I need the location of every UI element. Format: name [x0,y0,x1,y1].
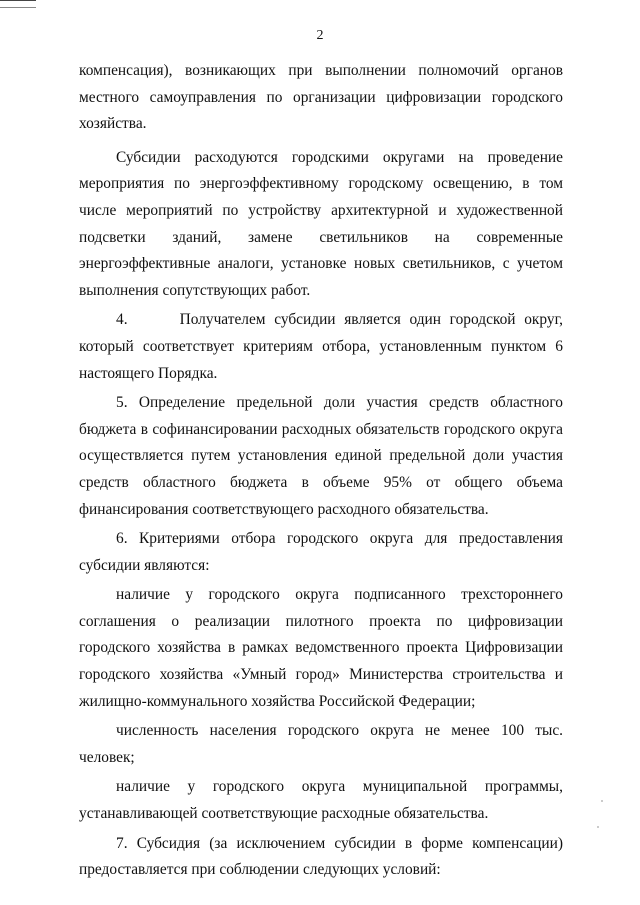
paragraph-continuation: компенсация), возникающих при выполнении полномочий органов местного самоуправления по организации цифровизации городского хозяйства. [79,62,563,133]
paragraph-item-6: 6. Критериями отбора городского округа для предоставления субсидии являются: [79,530,563,574]
page-number: 2 [316,28,324,43]
document-body [79,58,563,884]
paragraph-item-4: 4. Получателем субсидии является один городской округ, который соответствует критериям отбора, установленным пунктом 6 настоящего Порядка. [79,311,563,382]
scan-speck [601,800,603,802]
paragraph-criterion-program: наличие у городского округа муниципальной программы, устанавливающей соответствующие расходные обязательства. [79,778,563,823]
paragraph-item-5: 5. Определение предельной доли участия средств областного бюджета в софинансировании расходных обязательств городского округа осуществляется путем установления единой предельной доли участия средств областного бюджета в объеме 95% от общего объема финансирования соответствующего расходного обязательства. [79,394,563,518]
scan-corner-mark [0,0,36,8]
paragraph-item-7: 7. Субсидия (за исключением субсидии в форме компенсации) предоставляется при соблюдении следующих условий: [79,834,563,879]
paragraph-criterion-population: численность населения городского округа не менее 100 тыс. человек; [79,722,563,766]
paragraph-subsidy-usage: Субсидии расходуются городскими округами на проведение мероприятия по энергоэффективному городскому освещению, в том числе мероприятий по устройству архитектурной и художественной подсветки зданий, замене светильников на современные энергоэффективные аналоги, установке новых светильников, с учетом выполнения сопутствующих работ. [79,148,563,299]
paragraph-criterion-agreement: наличие у городского округа подписанного трехстороннего соглашения о реализации пилотного проекта по цифровизации городского хозяйства в рамках ведомственного проекта Цифровизации городского хозяйства «Умный город» Министерства строительства и жилищно-коммунального хозяйства Российской Федерации; [79,586,563,710]
scan-speck [597,826,599,828]
